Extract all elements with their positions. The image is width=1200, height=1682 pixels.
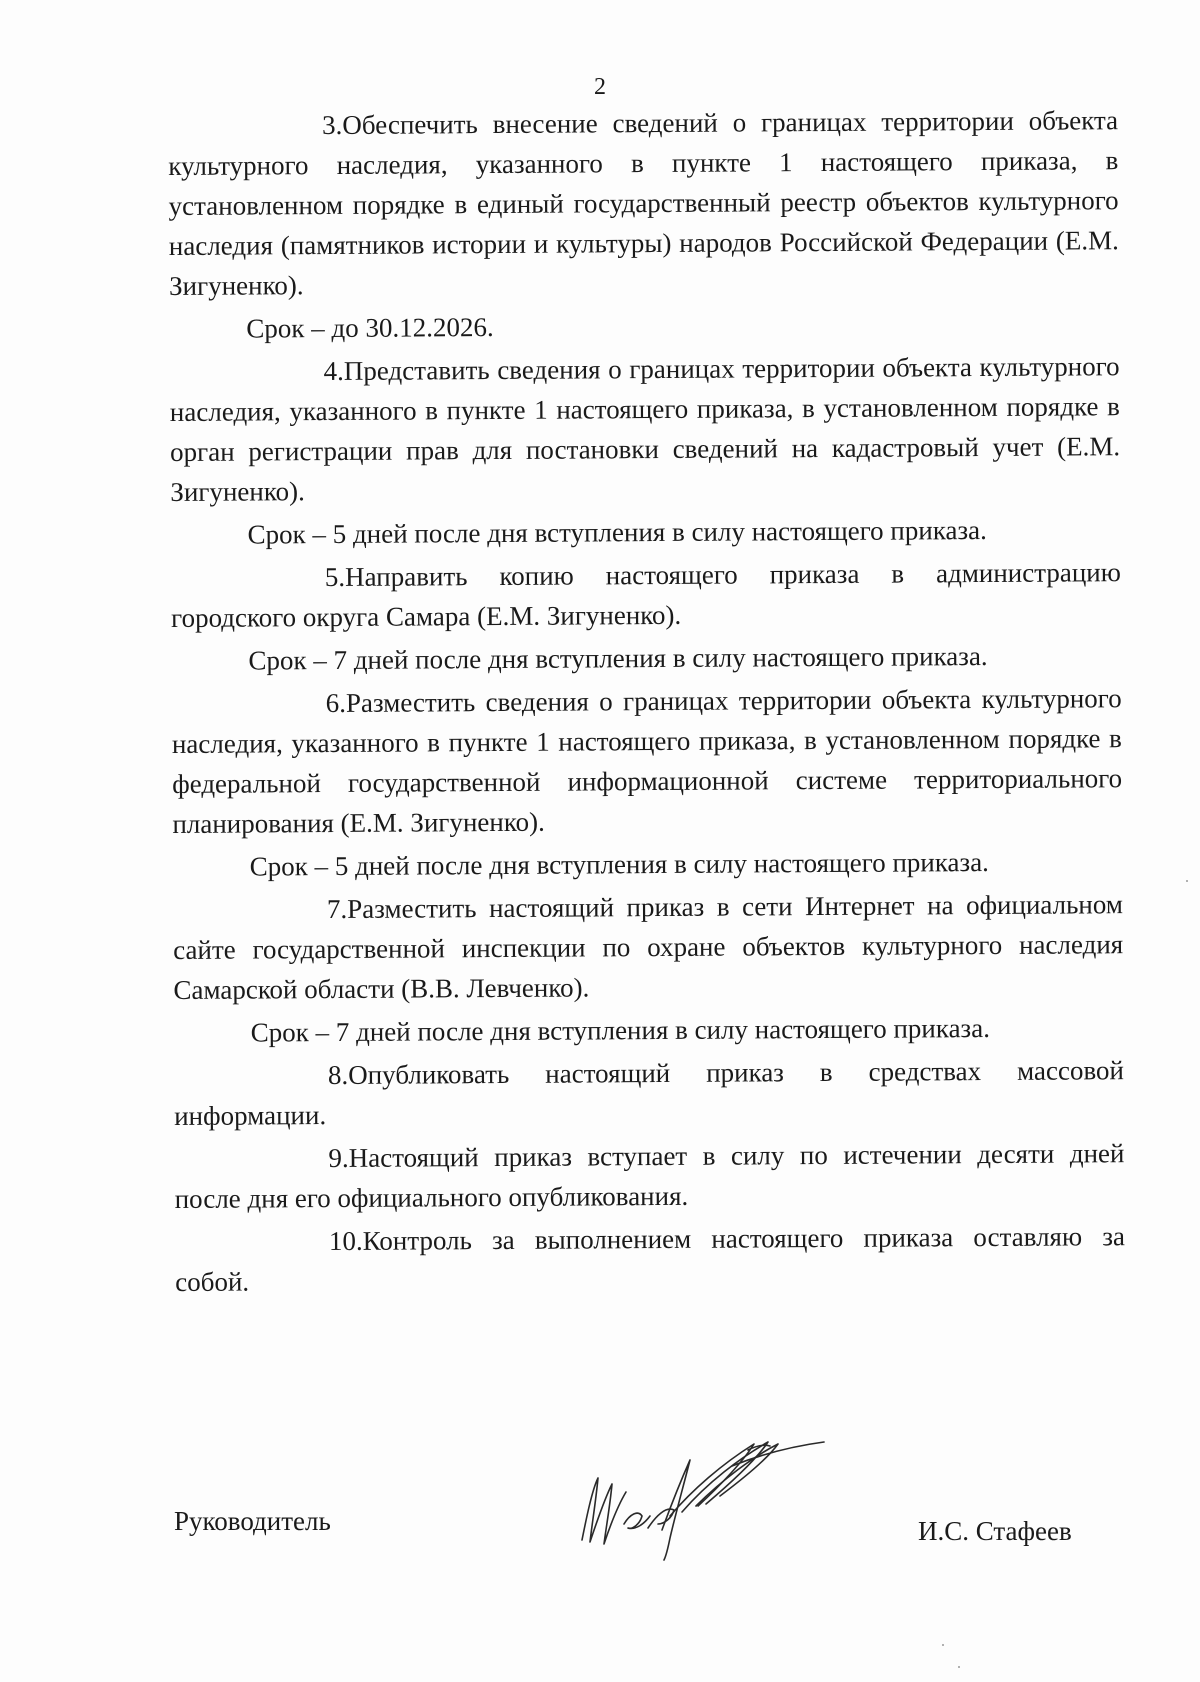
signer-role: Руководитель [174,1506,331,1536]
scan-speck [942,1644,944,1646]
item-number: 4. [323,355,344,387]
item-text: Направить копию настоящего приказа в администрацию городского округа Самара (Е.М. Зигуненко). [171,557,1121,633]
item-4-deadline: Срок – 5 дней после дня вступления в силу настоящего приказа. [247,515,987,550]
item-3 [168,100,1119,306]
item-6-deadline: Срок – 5 дней после дня вступления в силу настоящего приказа. [249,846,989,882]
scan-speck [958,1666,960,1668]
item-text: Представить сведения о границах территории объекта культурного наследия, указанного в пункте 1 настоящего приказа, в установленном порядке в орган регистрации прав для постановки сведений на кадастровый учет (Е.М. Зигуненко). [169,351,1121,507]
item-5-deadline: Срок – 7 дней после дня вступления в силу настоящего приказа. [248,641,988,676]
item-8 [174,1050,1124,1136]
item-9 [174,1133,1124,1219]
order-items [168,100,1125,1305]
item-3-deadline: Срок – до 30.12.2026. [246,312,494,344]
handwritten-signature [572,1420,842,1570]
item-10 [175,1216,1125,1302]
item-number: 8. [327,1059,349,1091]
scan-speck [1186,880,1188,882]
item-text: Разместить сведения о границах территории объекта культурного наследия, указанного в пункте 1 настоящего приказа, в установленном порядке в федеральной государственной информационной системе территориального планирования (Е.М. Зигуненко). [171,683,1123,839]
item-number: 9. [328,1142,349,1174]
item-4 [170,346,1121,512]
item-6 [172,678,1123,844]
item-text: Настоящий приказ вступает в силу по истечении десяти дней после дня его официального опубликования. [174,1138,1125,1214]
item-number: 3. [322,109,343,141]
page-number: 2 [594,74,606,100]
item-7-deadline: Срок – 7 дней после дня вступления в силу настоящего приказа. [250,1012,990,1048]
item-7 [173,884,1124,1010]
item-text: Опубликовать настоящий приказ в средствах массовой информации. [174,1055,1124,1131]
item-number: 6. [325,687,346,719]
item-number: 7. [326,893,348,925]
item-5 [171,552,1121,638]
item-text: Контроль за выполнением настоящего приказа оставляю за собой. [175,1221,1126,1297]
item-text: Разместить настоящий приказ в сети Интернет на официальном сайте государственной инспекции по охране объектов культурного наследия Самарской области (В.В. Левченко). [173,889,1124,1005]
signature-block [0,1420,1200,1620]
signer-name: И.С. Стафеев [918,1516,1072,1546]
item-number: 10. [328,1225,363,1257]
item-text: Обеспечить внесение сведений о границах территории объекта культурного наследия, указанного в пункте 1 настоящего приказа, в установленном порядке в единый государственный реестр объектов культурного наследия (памятников истории и культуры) народов Российской Федерации (Е.М. Зигуненко). [168,105,1119,301]
item-number: 5. [324,561,346,593]
